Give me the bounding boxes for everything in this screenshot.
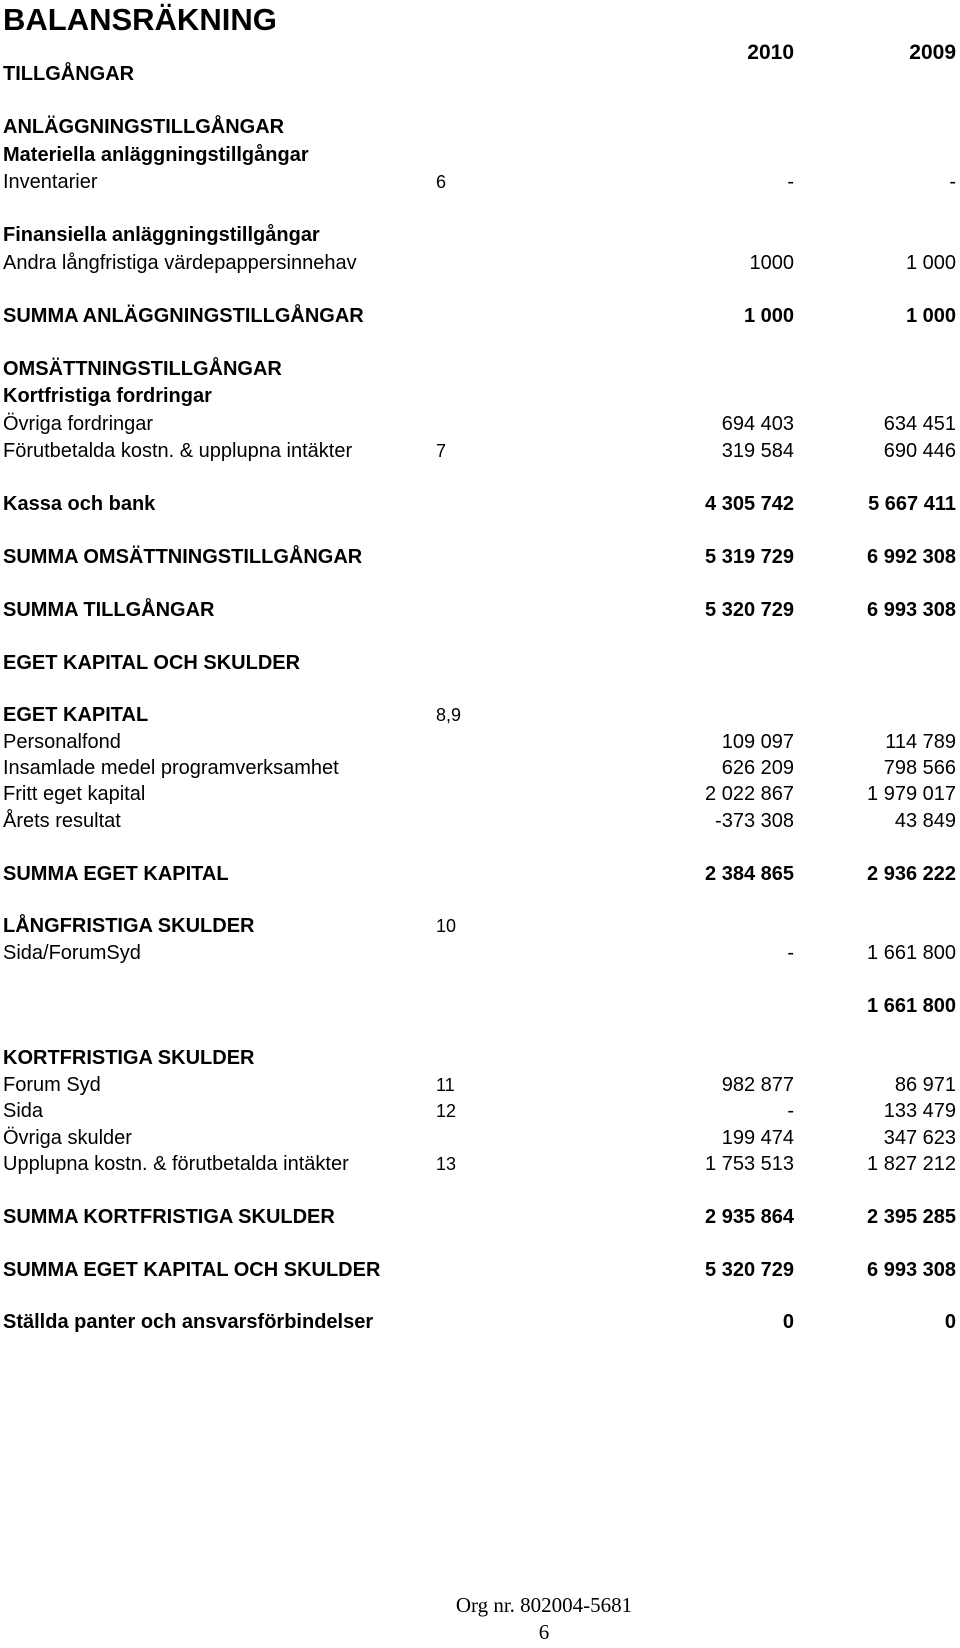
value-2009: 86 971 xyxy=(894,1074,956,1096)
row-label: Inventarier xyxy=(3,171,98,193)
value-2010: - xyxy=(787,171,794,193)
value-2009: - xyxy=(949,171,956,193)
value-2010: -373 308 xyxy=(715,810,794,832)
note-ref: 7 xyxy=(436,441,447,461)
table-row xyxy=(0,754,960,782)
row-label: Andra långfristiga värdepappersinnehav xyxy=(3,252,357,274)
row-label: OMSÄTTNINGSTILLGÅNGAR xyxy=(3,358,282,380)
value-2010: 0 xyxy=(782,1311,794,1333)
value-2009: 2 936 222 xyxy=(867,863,956,885)
row-label: Förutbetalda kostn. & upplupna intäkter xyxy=(3,440,353,462)
table-row xyxy=(0,701,960,729)
table-row xyxy=(0,410,960,438)
year-2009-header: 2009 xyxy=(909,41,956,64)
table-row xyxy=(0,1097,960,1125)
table-row xyxy=(0,60,960,88)
value-2009: 6 992 308 xyxy=(867,546,956,568)
value-2009: 6 993 308 xyxy=(867,599,956,621)
note-ref: 13 xyxy=(436,1154,457,1174)
row-label: Kassa och bank xyxy=(3,493,156,515)
note-ref: 6 xyxy=(436,172,447,192)
value-2010: 1000 xyxy=(749,252,794,274)
row-label: Sida xyxy=(3,1100,44,1122)
row-label: Övriga fordringar xyxy=(3,413,154,435)
row-label: Materiella anläggningstillgångar xyxy=(3,144,309,166)
year-2010-header: 2010 xyxy=(747,41,794,64)
table-row xyxy=(0,992,960,1020)
table-row xyxy=(0,382,960,410)
note-ref: 12 xyxy=(436,1101,457,1121)
row-label: Kortfristiga fordringar xyxy=(3,385,212,407)
value-2010: 319 584 xyxy=(721,440,794,462)
note-ref: 8,9 xyxy=(436,705,462,725)
value-2010: - xyxy=(787,1100,794,1122)
value-2009: 2 395 285 xyxy=(867,1206,956,1228)
table-row xyxy=(0,221,960,249)
row-label: SUMMA EGET KAPITAL xyxy=(3,863,229,885)
row-label: SUMMA TILLGÅNGAR xyxy=(3,599,215,621)
table-row xyxy=(0,302,960,330)
row-label: SUMMA KORTFRISTIGA SKULDER xyxy=(3,1206,335,1228)
row-label: SUMMA EGET KAPITAL OCH SKULDER xyxy=(3,1259,381,1281)
row-label: Sida/ForumSyd xyxy=(3,942,141,964)
org-number: Org nr. 802004-5681 xyxy=(455,1593,633,1617)
value-2010: 1 753 513 xyxy=(705,1153,794,1175)
table-row xyxy=(0,860,960,888)
table-row xyxy=(0,490,960,518)
row-label: Övriga skulder xyxy=(3,1127,132,1149)
value-2010: - xyxy=(787,942,794,964)
row-label: TILLGÅNGAR xyxy=(3,63,135,85)
table-row xyxy=(0,596,960,624)
value-2009: 1 979 017 xyxy=(867,783,956,805)
table-row xyxy=(0,1308,960,1336)
table-row xyxy=(0,1124,960,1152)
row-label: SUMMA OMSÄTTNINGSTILLGÅNGAR xyxy=(3,546,363,568)
value-2010: 982 877 xyxy=(721,1074,794,1096)
table-row xyxy=(0,649,960,677)
row-label: Personalfond xyxy=(3,731,121,753)
value-2009: 798 566 xyxy=(883,757,956,779)
value-2010: 626 209 xyxy=(721,757,794,779)
table-row xyxy=(0,1150,960,1178)
value-2010: 109 097 xyxy=(721,731,794,753)
value-2009: 0 xyxy=(944,1311,956,1333)
note-ref: 10 xyxy=(436,916,457,936)
value-2009: 634 451 xyxy=(883,413,956,435)
page-title: BALANSRÄKNING xyxy=(3,2,277,37)
value-2010: 1 000 xyxy=(743,305,794,327)
table-row xyxy=(0,912,960,940)
row-label: Ställda panter och ansvarsförbindelser xyxy=(3,1311,374,1333)
value-2009: 347 623 xyxy=(883,1127,956,1149)
table-row xyxy=(0,437,960,465)
row-label: EGET KAPITAL OCH SKULDER xyxy=(3,652,301,674)
value-2009: 6 993 308 xyxy=(867,1259,956,1281)
row-label: KORTFRISTIGA SKULDER xyxy=(3,1047,255,1069)
value-2010: 199 474 xyxy=(721,1127,794,1149)
table-row xyxy=(0,780,960,808)
value-2010: 2 384 865 xyxy=(705,863,794,885)
table-row xyxy=(0,141,960,169)
value-2009: 114 789 xyxy=(885,731,956,753)
value-2010: 2 022 867 xyxy=(705,783,794,805)
table-row xyxy=(0,168,960,196)
row-label: LÅNGFRISTIGA SKULDER xyxy=(3,915,255,937)
value-2010: 5 319 729 xyxy=(705,546,794,568)
page-number: 6 xyxy=(538,1620,550,1644)
table-row xyxy=(0,1071,960,1099)
value-2009: 5 667 411 xyxy=(868,493,956,515)
row-label: ANLÄGGNINGSTILLGÅNGAR xyxy=(3,116,285,138)
value-2009: 43 849 xyxy=(894,810,956,832)
value-2009: 690 446 xyxy=(883,440,956,462)
table-row xyxy=(0,249,960,277)
row-label: Forum Syd xyxy=(3,1074,101,1096)
value-2010: 5 320 729 xyxy=(705,599,794,621)
row-label: Insamlade medel programverksamhet xyxy=(3,757,339,779)
table-row xyxy=(0,807,960,835)
value-2009: 1 000 xyxy=(905,305,956,327)
value-2010: 694 403 xyxy=(721,413,794,435)
value-2009: 1 827 212 xyxy=(867,1153,956,1175)
table-row xyxy=(0,355,960,383)
table-row xyxy=(0,728,960,756)
value-2009: 1 000 xyxy=(905,252,956,274)
table-row xyxy=(0,1256,960,1284)
value-2010: 4 305 742 xyxy=(705,493,794,515)
table-row xyxy=(0,939,960,967)
table-row xyxy=(0,543,960,571)
table-row xyxy=(0,113,960,141)
row-label: Finansiella anläggningstillgångar xyxy=(3,224,320,246)
value-2010: 2 935 864 xyxy=(705,1206,794,1228)
row-label: EGET KAPITAL xyxy=(3,704,149,726)
table-row xyxy=(0,1203,960,1231)
value-2010: 5 320 729 xyxy=(705,1259,794,1281)
table-row xyxy=(0,1044,960,1072)
row-label: Upplupna kostn. & förutbetalda intäkter xyxy=(3,1153,349,1175)
row-label: SUMMA ANLÄGGNINGSTILLGÅNGAR xyxy=(3,305,364,327)
value-2009: 1 661 800 xyxy=(867,942,956,964)
note-ref: 11 xyxy=(436,1075,455,1095)
row-label: Fritt eget kapital xyxy=(3,783,146,805)
row-label: Årets resultat xyxy=(3,810,121,832)
value-2009: 133 479 xyxy=(883,1100,956,1122)
value-2009: 1 661 800 xyxy=(867,995,956,1017)
